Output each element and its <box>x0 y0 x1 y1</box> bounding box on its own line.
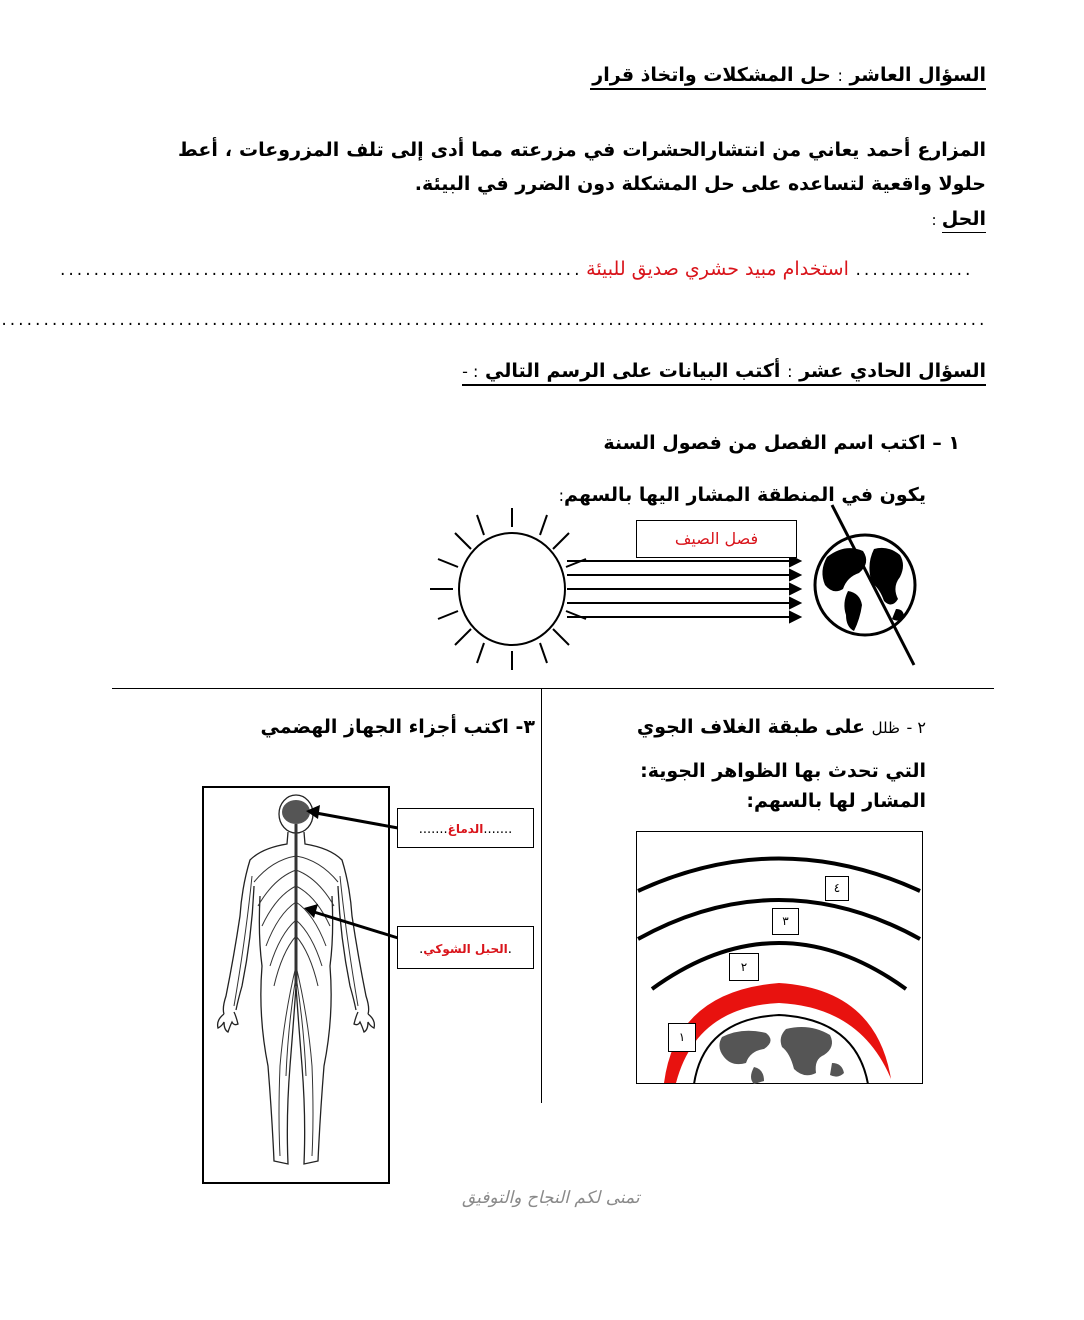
atmo-label-3: ٣ <box>772 908 799 935</box>
season-answer-box[interactable] <box>636 520 797 558</box>
atmo-label-1: ١ <box>668 1023 696 1052</box>
brain-dots-b: ....... <box>418 822 448 837</box>
footer-wishes: تمنى لكم النجاح والتوفيق <box>462 1188 640 1208</box>
atmo-label-4: ٤ <box>825 876 849 901</box>
atmo-label-2: ٢ <box>729 953 759 981</box>
season-answer: فصل الصيف <box>674 529 759 548</box>
answer-dots-right: .............. <box>853 263 972 279</box>
earth-globe-icon <box>815 535 915 635</box>
q10-answer[interactable]: استخدام مبيد حشري صديق للبيئة <box>586 258 849 280</box>
part2-shade: ظلل <box>871 719 900 737</box>
part1-line2-text: يكون في المنطقة المشار اليها بالسهم <box>564 484 926 506</box>
q10-title <box>590 64 986 86</box>
cord-answer: الحبل الشوكي <box>423 942 508 956</box>
q10-answer-line-2: ..................................................................................................................... <box>0 313 986 329</box>
q11-topic: أكتب البيانات على الرسم التالي <box>485 360 781 382</box>
solution-label-text: الحل <box>942 208 986 233</box>
q10-colon: : <box>837 66 843 85</box>
sun-icon <box>459 533 565 645</box>
section-divider <box>112 688 994 689</box>
part2-line1-text: على طبقة الغلاف الجوي <box>636 716 866 738</box>
solution-colon: : <box>931 211 937 229</box>
q10-answer-line <box>58 258 972 280</box>
brain-answer: الدماغ <box>447 822 484 836</box>
answer-dots-left: .............................................................. <box>58 263 582 279</box>
part1-line2 <box>559 484 926 506</box>
q10-prompt: المزارع أحمد يعاني من انتشارالحشرات في مزرعته مما أدى إلى تلف المزروعات ، أعط حلولا واقعية لتساعده على حل المشكلة دون الضرر في البيئة. <box>178 139 986 195</box>
q10-label: السؤال العاشر <box>849 64 986 86</box>
cord-dot-a: . <box>507 942 512 957</box>
q11-colon: : <box>787 362 793 381</box>
part1-line2-colon: : <box>558 486 565 505</box>
cord-dot-b: . <box>419 942 424 957</box>
label-arrows <box>294 800 404 950</box>
brain-dots-a: ....... <box>483 822 513 837</box>
part2-num: ٢ - <box>906 718 926 737</box>
part3-title: ٣- اكتب أجزاء الجهاز الهضمي <box>260 716 535 738</box>
q10-solution-label <box>932 208 986 230</box>
spinal-cord-label-box[interactable] <box>397 926 534 969</box>
part2-line1 <box>637 716 926 738</box>
brain-label-box[interactable] <box>397 808 534 848</box>
q11-label: السؤال الحادي عشر <box>799 360 986 382</box>
part1-line1: ١ – اكتب اسم الفصل من فصول السنة <box>603 432 960 454</box>
part2-line3: المشار لها بالسهم: <box>746 790 926 812</box>
sunlight-arrows <box>567 556 800 622</box>
q11-title <box>462 360 986 382</box>
q10-topic: حل المشكلات واتخاذ قرار <box>592 64 831 86</box>
column-divider <box>541 688 542 1103</box>
q11-tail: : - <box>462 362 479 381</box>
part2-line2: التي تحدث بها الظواهر الجوية: <box>640 760 926 782</box>
